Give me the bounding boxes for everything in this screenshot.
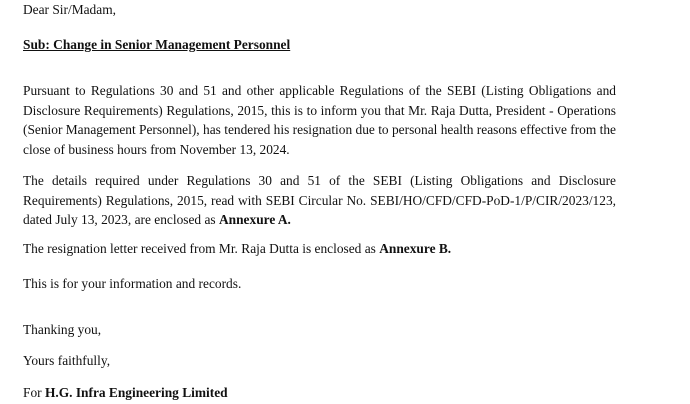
salutation: Dear Sir/Madam,	[23, 2, 116, 17]
company-name: H.G. Infra Engineering Limited	[44, 385, 228, 400]
subject-line: Sub: Change in Senior Management Personnel	[23, 37, 291, 52]
paragraph-resignation-letter	[23, 239, 451, 259]
paragraph-resignation-notice	[23, 81, 616, 159]
closing-thanks: Thanking you,	[23, 322, 102, 337]
paragraph-line: The details required under Regulations 30 and 51 of the SEBI (Listing Obligations and Disclosure	[23, 173, 616, 188]
annexure-a-reference: Annexure A.	[218, 212, 291, 227]
signoff-company	[23, 383, 228, 403]
paragraph-line: Pursuant to Regulations 30 and 51 and other applicable Regulations of the SEBI (Listing Obligations and	[23, 83, 616, 98]
paragraph-text: dated July 13, 2023, are enclosed as	[23, 212, 219, 227]
closing-yours-faithfully: Yours faithfully,	[23, 353, 111, 368]
paragraph-line: (Senior Management Personnel), has tendered his resignation due to personal health reasons effective from the	[23, 122, 616, 137]
paragraph-line: close of business hours from November 13, 2024.	[23, 141, 290, 157]
paragraph-information: This is for your information and records.	[23, 276, 242, 291]
paragraph-details-annexure	[23, 171, 616, 230]
paragraph-line: Disclosure Requirements) Regulations, 2015, this is to inform you that Mr. Raja Dutta, President - Operations	[23, 102, 616, 118]
signoff-prefix: For	[23, 385, 45, 400]
annexure-b-reference: Annexure B.	[379, 241, 452, 256]
paragraph-text: The resignation letter received from Mr. Raja Dutta is enclosed as	[23, 241, 380, 256]
paragraph-line: Requirements) Regulations, 2015, read with SEBI Circular No. SEBI/HO/CFD/CFD-PoD-1/P/CIR/2023/123,	[23, 192, 616, 208]
paragraph-line	[23, 210, 616, 230]
